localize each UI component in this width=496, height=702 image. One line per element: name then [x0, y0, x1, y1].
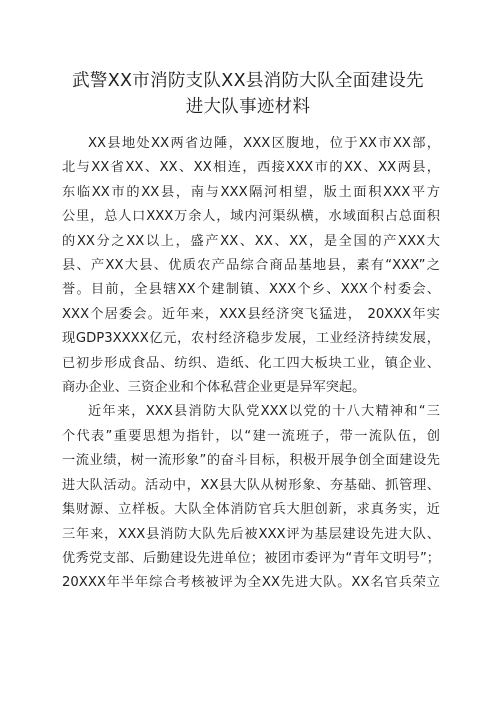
body-line: 一流业绩，树一流形象”的奋斗目标，积极开展争创全面建设先: [62, 453, 440, 469]
body-line: XX县地处XX两省边陲，XXX区腹地，位于XX市XX部，: [88, 136, 440, 151]
body-line: 县、产XX大县、优质农产品综合商品基地县，素有“XXX”之: [62, 258, 440, 274]
body-line: 誉。目前，全县辖XX个建制镇、XXX个乡、XXX个村委会、: [62, 282, 440, 298]
body-line: 北与XX省XX、XX、XX相连，西接XXX市的XX、XX两县，: [62, 160, 440, 176]
body-line: 三年来，XXX县消防大队先后被XXX评为基层建设先进大队、: [62, 526, 440, 542]
title-line-1: 武警XX市消防支队XX县消防大队全面建设先: [72, 71, 424, 91]
body-line: 优秀党支部、后勤建设先进单位；被团市委评为“青年文明号”；: [62, 550, 440, 566]
body-line: 个代表”重要思想为指针，以“建一流班子，带一流队伍，创: [62, 428, 440, 444]
paragraph-2: [62, 400, 440, 595]
body-line: 东临XX市的XX县，南与XXX隔河相望，版土面积XXX平方: [62, 184, 440, 200]
body-line: 进大队活动。活动中，XX县大队从树形象、夯基础、抓管理、: [62, 477, 440, 493]
document-title: [60, 68, 436, 120]
body-line: 的XX分之XX以上，盛产XX、XX、XX，是全国的产XXX大: [62, 233, 440, 249]
paragraph-1: [62, 132, 440, 400]
body-line: 已初步形成食品、纺织、造纸、化工四大板块工业，镇企业、: [62, 355, 440, 371]
body-line: 公里，总人口XXX万余人，域内河渠纵横，水域面积占总面积: [62, 209, 440, 225]
body-line: 近年来，XXX县消防大队党XXX以党的十八大精神和“三: [88, 404, 440, 420]
body-line: 集财源、立样板。大队全体消防官兵大胆创新，求真务实，近: [62, 502, 440, 518]
document-body: [62, 132, 440, 596]
body-line: 现GDP3XXXX亿元，农村经济稳步发展，工业经济持续发展，: [62, 331, 440, 347]
body-line: 商办企业、三资企业和个体私营企业更是异军突起。: [62, 380, 366, 396]
body-line: XXX个居委会。近年来，XXX县经济突飞猛进， 20XXX年实: [62, 306, 440, 322]
title-line-2: 进大队事迹材料: [185, 97, 311, 117]
body-line: 20XXX年半年综合考核被评为全XX先进大队。XX名官兵荣立: [62, 575, 440, 591]
